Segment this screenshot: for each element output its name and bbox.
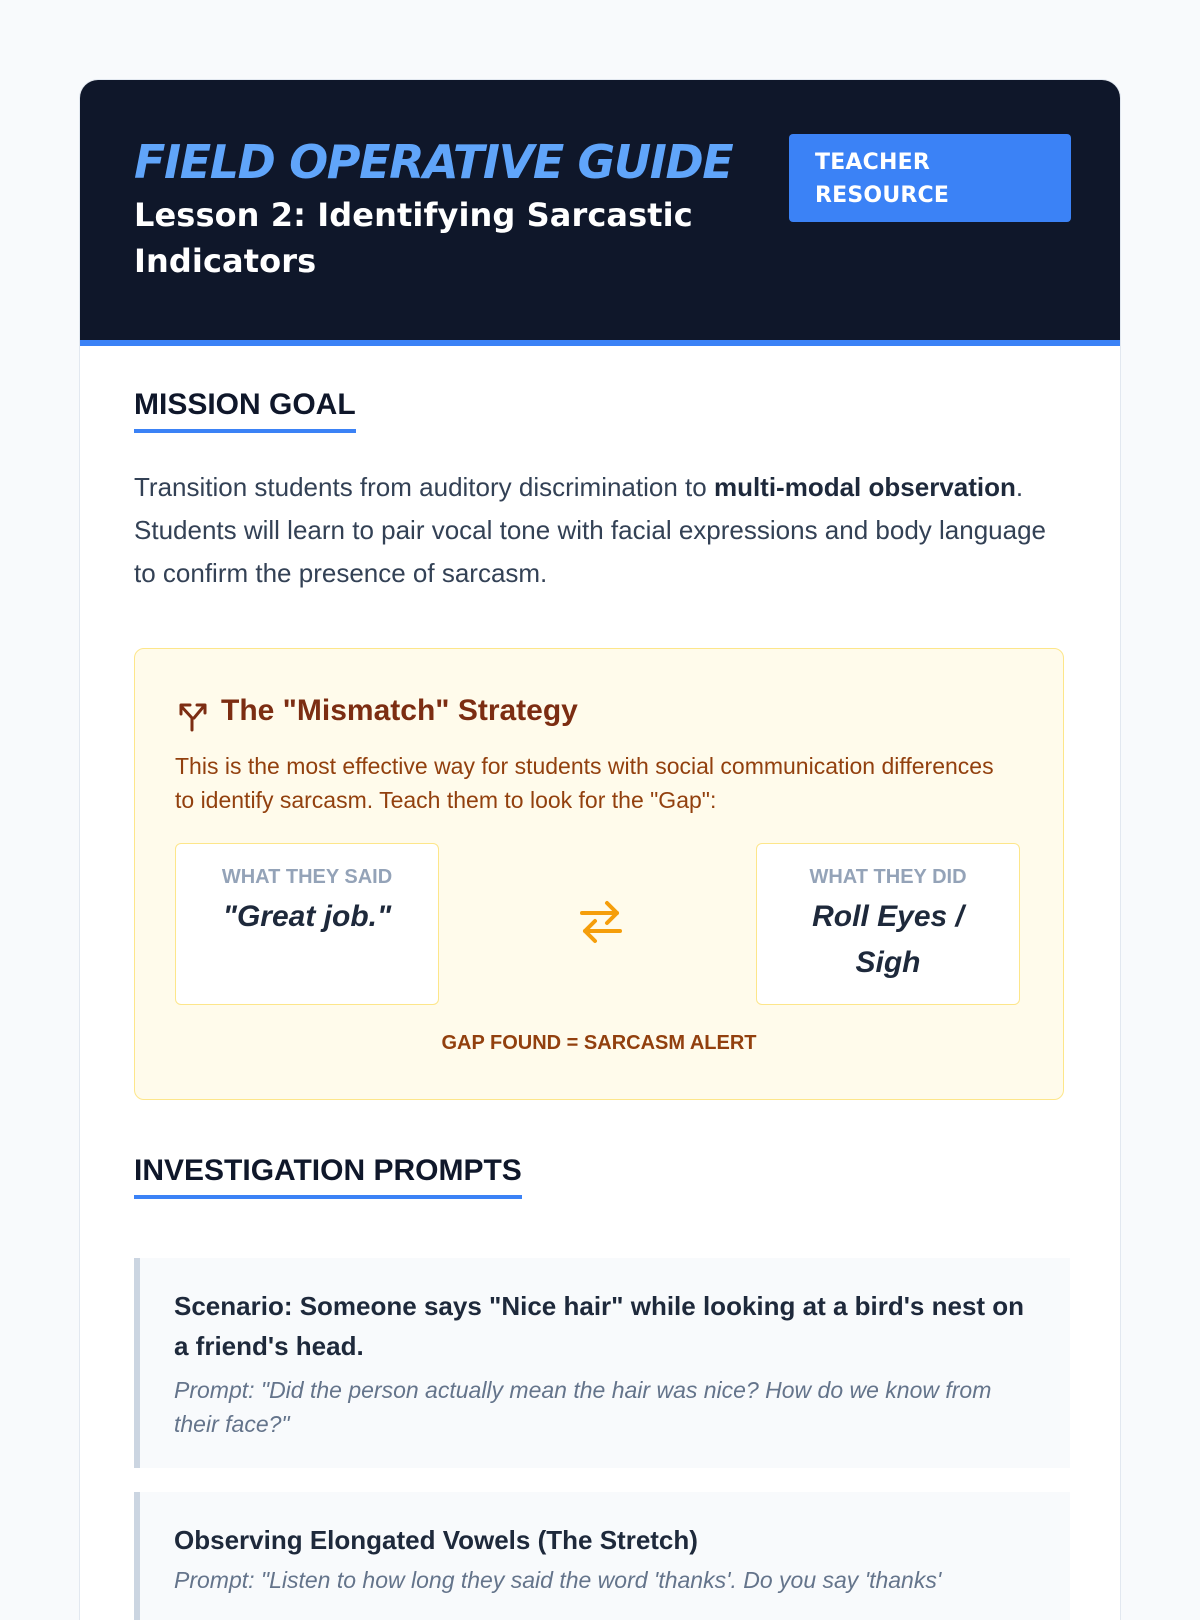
investigation-prompt-card <box>134 1492 1070 1620</box>
investigation-prompts-heading: INVESTIGATION PROMPTS <box>134 1152 522 1199</box>
lesson-title: Lesson 2: Identifying Sarcastic Indicators <box>134 196 693 280</box>
investigation-scenario: Scenario: Someone says "Nice hair" while looking at a bird's nest on a friend's head. <box>174 1291 1025 1361</box>
lesson-header <box>80 80 1120 346</box>
swap-arrows-icon <box>578 895 624 947</box>
investigation-prompt-card <box>134 1258 1070 1468</box>
mission-text-before: Transition students from auditory discrimination to <box>134 472 714 502</box>
investigation-scenario: Observing Elongated Vowels (The Stretch) <box>174 1525 698 1555</box>
mission-goal-text <box>134 466 1064 595</box>
lesson-card <box>80 80 1120 1620</box>
mismatch-strategy-description: This is the most effective way for students with social communication differences to identify sarcasm. Teach them to look for the "Gap": <box>175 753 994 813</box>
investigation-prompt: Prompt: "Listen to how long they said the word 'thanks'. Do you say 'thanks' <box>174 1567 942 1593</box>
mission-goal-heading: MISSION GOAL <box>134 386 356 433</box>
what-they-did-value: Roll Eyes / Sigh <box>812 900 964 979</box>
sarcasm-alert-text: GAP FOUND = SARCASM ALERT <box>441 1032 757 1054</box>
what-they-did-label: WHAT THEY DID <box>809 866 967 888</box>
split-arrow-icon <box>175 697 211 733</box>
what-they-said-card <box>175 843 439 1005</box>
investigation-prompt: Prompt: "Did the person actually mean the hair was nice? How do we know from their face?" <box>174 1377 992 1437</box>
mission-text-after: . Students will learn to pair vocal tone with facial expressions and body language to confirm the presence of sarcasm. <box>134 472 1046 588</box>
guide-title: FIELD OPERATIVE GUIDE <box>134 135 733 189</box>
what-they-said-label: WHAT THEY SAID <box>221 866 393 888</box>
mismatch-strategy-title: The "Mismatch" Strategy <box>221 694 578 727</box>
mismatch-strategy-panel <box>134 648 1064 1100</box>
what-they-did-card <box>756 843 1020 1005</box>
teacher-resource-badge: TEACHER RESOURCE <box>789 134 1071 222</box>
mission-text-bold: multi-modal observation <box>713 472 1016 502</box>
what-they-said-value: "Great job." <box>222 900 392 933</box>
